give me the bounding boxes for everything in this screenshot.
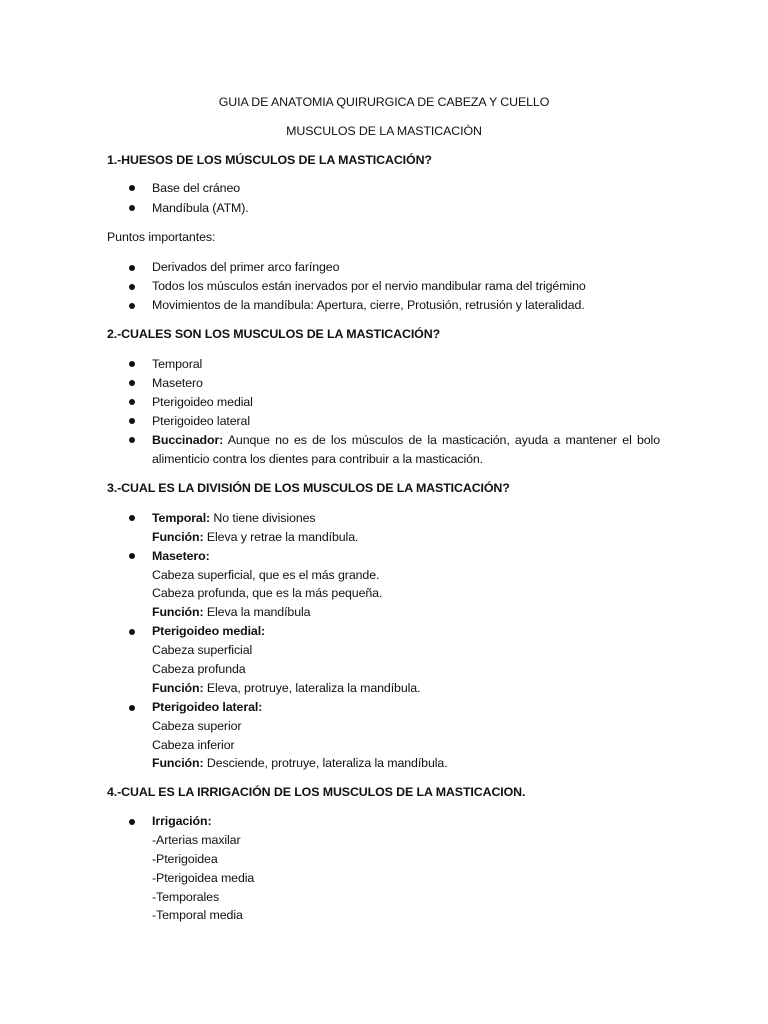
bullet	[129, 705, 135, 711]
pt-lateral-label: Pterigoideo lateral:	[152, 700, 263, 714]
pt-medial-funcion	[152, 680, 420, 696]
irrigacion-label: Irrigación:	[152, 814, 212, 828]
list-item: -Pterigoidea	[152, 852, 218, 866]
masetero-line: Cabeza profunda, que es la más pequeña.	[152, 586, 383, 600]
funcion-label: Función:	[152, 756, 204, 770]
pt-medial-line: Cabeza profunda	[152, 662, 246, 676]
list-item: Todos los músculos están inervados por el nervio mandibular rama del trigémino	[152, 279, 586, 293]
temporal-funcion	[152, 529, 358, 545]
funcion-text: Eleva la mandíbula	[206, 605, 311, 619]
document-title: GUIA DE ANATOMIA QUIRURGICA DE CABEZA Y CUELLO	[218, 95, 550, 109]
masetero-label: Masetero:	[152, 549, 210, 563]
funcion-label: Función:	[152, 530, 204, 544]
list-item: -Arterias maxilar	[152, 833, 241, 847]
buccinador-line-2: alimenticio contra los dientes para contribuir a la masticación.	[152, 452, 484, 466]
masetero-funcion	[152, 604, 310, 620]
section-1-heading: 1.-HUESOS DE LOS MÚSCULOS DE LA MASTICACIÓN?	[107, 153, 432, 167]
bullet	[129, 265, 135, 271]
list-item: Temporal	[152, 357, 203, 371]
funcion-text: Eleva, protruye, lateraliza la mandíbula.	[206, 681, 421, 695]
list-item: Base del cráneo	[152, 181, 241, 195]
pt-medial-label: Pterigoideo medial:	[152, 624, 266, 638]
list-item: -Temporales	[152, 890, 220, 904]
bullet	[129, 399, 135, 405]
funcion-text: Eleva y retrae la mandíbula.	[206, 530, 359, 544]
list-item: Masetero	[152, 376, 203, 390]
list-item: Derivados del primer arco faríngeo	[152, 260, 340, 274]
section-4-heading: 4.-CUAL ES LA IRRIGACIÓN DE LOS MUSCULOS DE LA MASTICACION.	[107, 785, 526, 799]
bullet	[129, 185, 135, 191]
list-item: Pterigoideo medial	[152, 395, 253, 409]
funcion-label: Función:	[152, 605, 204, 619]
list-item: -Temporal media	[152, 908, 243, 922]
funcion-label: Función:	[152, 681, 204, 695]
section-3-heading: 3.-CUAL ES LA DIVISIÓN DE LOS MUSCULOS DE LA MASTICACIÓN?	[107, 481, 510, 495]
bullet	[129, 361, 135, 367]
bullet	[129, 380, 135, 386]
section-2-heading: 2.-CUALES SON LOS MUSCULOS DE LA MASTICACIÓN?	[107, 327, 441, 341]
pt-lateral-line: Cabeza superior	[152, 719, 242, 733]
bullet	[129, 515, 135, 521]
masetero-line: Cabeza superficial, que es el más grande.	[152, 568, 380, 582]
temporal-label: Temporal:	[152, 511, 211, 525]
document-subtitle: MUSCULOS DE LA MASTICACIÒN	[286, 124, 482, 138]
list-item: -Pterigoidea media	[152, 871, 255, 885]
bullet	[129, 553, 135, 559]
pt-lateral-funcion	[152, 755, 448, 771]
bullet	[129, 205, 135, 211]
temporal-line	[152, 510, 316, 526]
bullet	[129, 284, 135, 290]
buccinador-text: Aunque no es de los músculos de la masticación, ayuda a mantener el bolo	[227, 433, 660, 447]
funcion-text: Desciende, protruye, lateraliza la mandíbula.	[206, 756, 448, 770]
list-item: Movimientos de la mandíbula: Apertura, cierre, Protusión, retrusión y lateralidad.	[152, 298, 585, 312]
pt-lateral-line: Cabeza inferior	[152, 738, 235, 752]
bullet	[129, 819, 135, 825]
pt-medial-line: Cabeza superficial	[152, 643, 253, 657]
bullet	[129, 629, 135, 635]
bullet	[129, 303, 135, 309]
list-item: Mandíbula (ATM).	[152, 201, 249, 215]
buccinador-line-1	[152, 432, 660, 448]
bullet	[129, 418, 135, 424]
temporal-desc: No tiene divisiones	[213, 511, 316, 525]
list-item: Pterigoideo lateral	[152, 414, 250, 428]
notes-label: Puntos importantes:	[107, 230, 216, 244]
buccinador-label: Buccinador:	[152, 433, 224, 447]
bullet	[129, 437, 135, 443]
